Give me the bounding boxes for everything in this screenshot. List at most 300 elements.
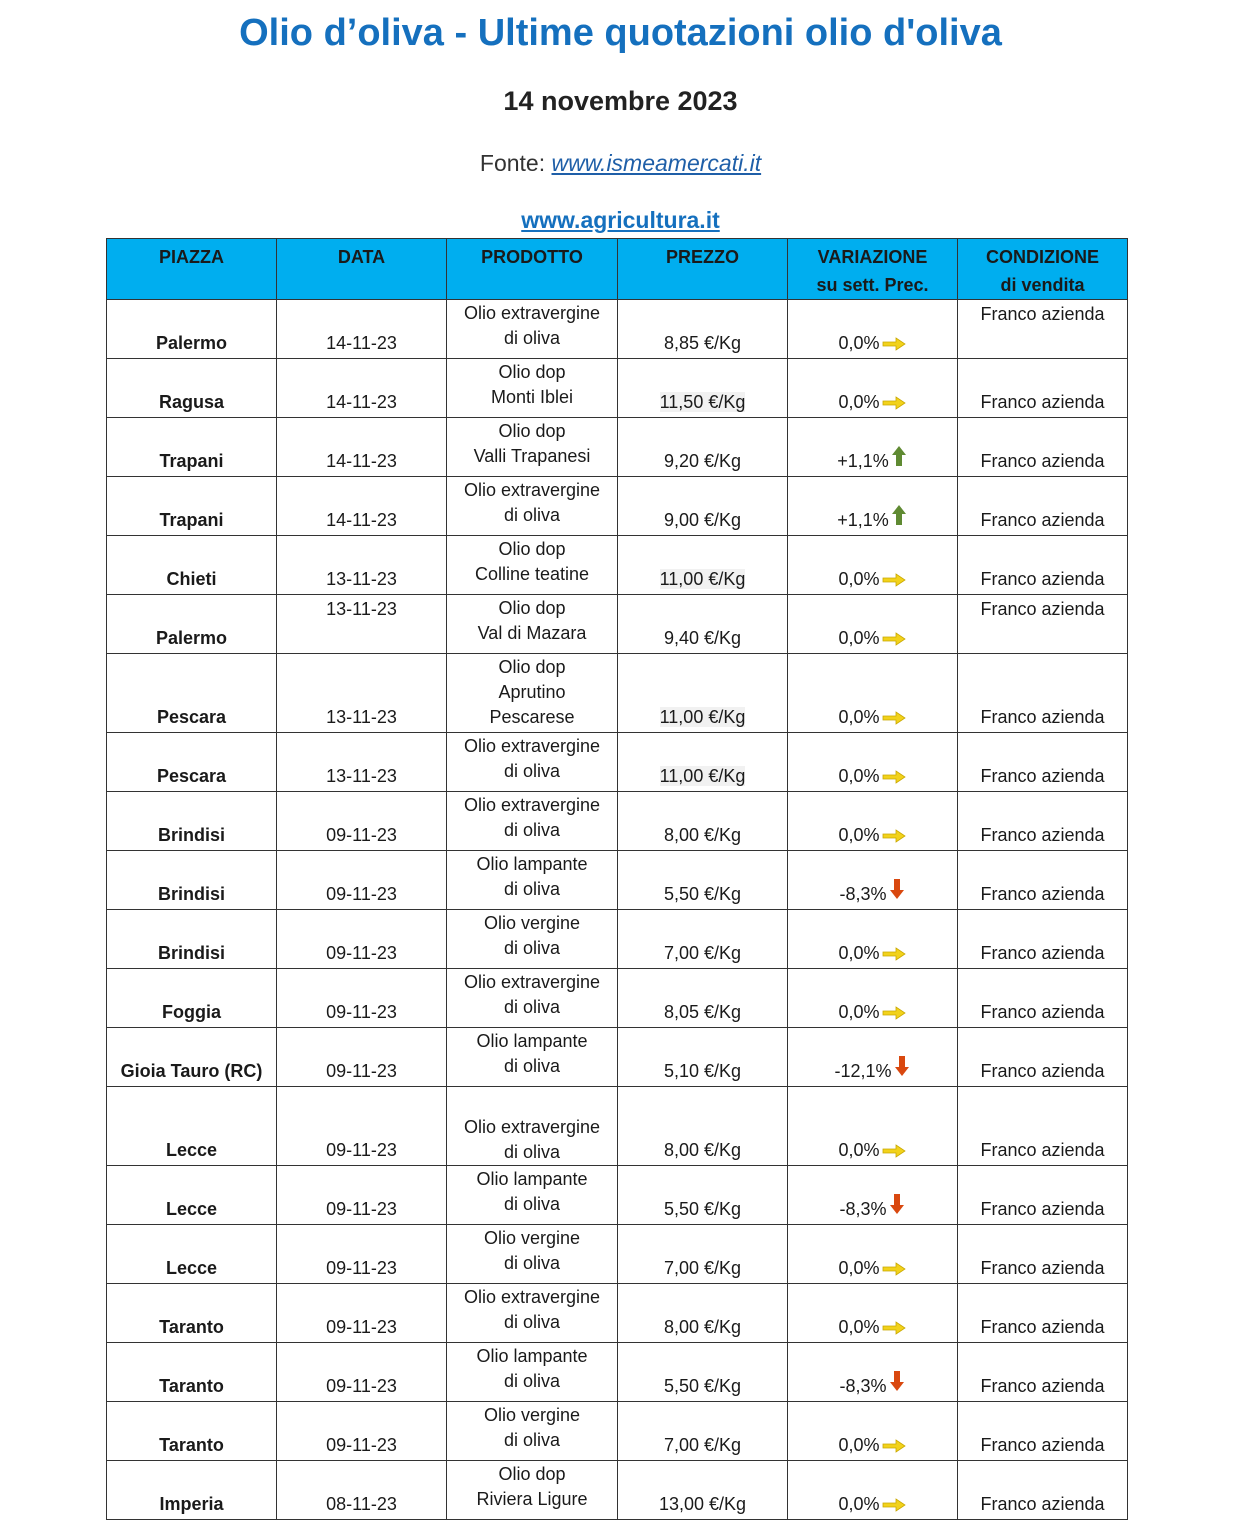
condizione-text: Franco azienda bbox=[980, 599, 1105, 619]
prodotto-line1: Olio extravergine bbox=[463, 795, 601, 815]
cell-piazza bbox=[107, 536, 277, 595]
cell-piazza bbox=[107, 1166, 277, 1225]
condizione-text: Franco azienda bbox=[980, 943, 1105, 963]
cell-prezzo bbox=[618, 1166, 788, 1225]
cell-piazza bbox=[107, 733, 277, 792]
cell-prodotto bbox=[447, 1343, 618, 1402]
table-row bbox=[107, 359, 1128, 418]
variazione-text: -8,3% bbox=[839, 1199, 887, 1219]
cell-prodotto bbox=[447, 595, 618, 654]
cell-data bbox=[277, 1166, 447, 1225]
prodotto-line2: di oliva bbox=[503, 997, 561, 1017]
piazza-text: Lecce bbox=[165, 1258, 218, 1278]
cell-piazza bbox=[107, 910, 277, 969]
prodotto-line1: Olio extravergine bbox=[463, 480, 601, 500]
prodotto-line1: Olio lampante bbox=[476, 1346, 588, 1366]
cell-piazza bbox=[107, 300, 277, 359]
cell-data bbox=[277, 1284, 447, 1343]
prodotto-line2: di oliva bbox=[503, 1142, 561, 1162]
report-date: 14 novembre 2023 bbox=[503, 86, 738, 116]
prezzo-text: 7,00 €/Kg bbox=[663, 1258, 742, 1278]
arrow-right-icon bbox=[881, 395, 907, 411]
cell-condizione bbox=[958, 1343, 1128, 1402]
data-text: 08-11-23 bbox=[326, 1494, 397, 1514]
variazione-text: 0,0% bbox=[838, 1002, 880, 1022]
table-row bbox=[107, 1028, 1128, 1087]
cell-prodotto bbox=[447, 1166, 618, 1225]
prodotto-line2: di oliva bbox=[503, 1312, 561, 1332]
data-text: 13-11-23 bbox=[326, 766, 397, 786]
prodotto-line2: di oliva bbox=[503, 1430, 561, 1450]
prodotto-line1: Olio vergine bbox=[483, 1228, 581, 1248]
header-prezzo: PREZZO bbox=[618, 239, 788, 300]
prodotto-line1: Olio dop bbox=[498, 657, 566, 677]
cell-condizione bbox=[958, 1166, 1128, 1225]
cell-prezzo bbox=[618, 969, 788, 1028]
prezzo-text: 8,00 €/Kg bbox=[663, 825, 742, 845]
piazza-text: Trapani bbox=[159, 510, 224, 530]
condizione-text: Franco azienda bbox=[980, 1258, 1105, 1278]
data-text: 09-11-23 bbox=[326, 1140, 397, 1160]
cell-prodotto bbox=[447, 1461, 618, 1520]
cell-piazza bbox=[107, 851, 277, 910]
table-row bbox=[107, 1284, 1128, 1343]
data-text: 09-11-23 bbox=[326, 1258, 397, 1278]
condizione-text: Franco azienda bbox=[980, 510, 1105, 530]
variazione-text: 0,0% bbox=[838, 1258, 880, 1278]
prodotto-line2: di oliva bbox=[503, 820, 561, 840]
arrow-right-icon bbox=[881, 1320, 907, 1336]
cell-piazza bbox=[107, 1225, 277, 1284]
cell-condizione bbox=[958, 359, 1128, 418]
header-condizione bbox=[958, 239, 1128, 300]
cell-variazione bbox=[788, 359, 958, 418]
prodotto-line1: Olio extravergine bbox=[463, 303, 601, 323]
header-piazza: PIAZZA bbox=[107, 239, 277, 300]
cell-condizione bbox=[958, 851, 1128, 910]
data-text: 13-11-23 bbox=[326, 569, 397, 589]
prezzo-text: 5,10 €/Kg bbox=[663, 1061, 742, 1081]
cell-prodotto bbox=[447, 1028, 618, 1087]
arrow-right-icon bbox=[881, 946, 907, 962]
variazione-text: 0,0% bbox=[838, 766, 880, 786]
cell-piazza bbox=[107, 1343, 277, 1402]
condizione-text: Franco azienda bbox=[980, 392, 1105, 412]
table-row bbox=[107, 595, 1128, 654]
cell-condizione bbox=[958, 477, 1128, 536]
condizione-text: Franco azienda bbox=[980, 825, 1105, 845]
arrow-right-icon bbox=[881, 336, 907, 352]
prodotto-line2: Riviera Ligure bbox=[476, 1489, 588, 1509]
variazione-text: 0,0% bbox=[838, 628, 880, 648]
cell-data bbox=[277, 851, 447, 910]
piazza-text: Palermo bbox=[155, 333, 228, 353]
piazza-text: Brindisi bbox=[157, 884, 225, 904]
prodotto-line1: Olio dop bbox=[498, 421, 566, 441]
cell-prezzo bbox=[618, 536, 788, 595]
prodotto-line2: Valli Trapanesi bbox=[473, 446, 591, 466]
prodotto-line1: Olio extravergine bbox=[463, 736, 601, 756]
variazione-text: 0,0% bbox=[838, 333, 880, 353]
cell-prodotto bbox=[447, 910, 618, 969]
prezzo-text: 11,00 €/Kg bbox=[659, 707, 746, 727]
piazza-text: Chieti bbox=[166, 569, 217, 589]
cell-prodotto bbox=[447, 477, 618, 536]
prezzo-text: 11,00 €/Kg bbox=[659, 569, 746, 589]
cell-piazza bbox=[107, 1028, 277, 1087]
cell-variazione bbox=[788, 536, 958, 595]
condizione-text: Franco azienda bbox=[980, 884, 1105, 904]
cell-prezzo bbox=[618, 1225, 788, 1284]
data-text: 09-11-23 bbox=[326, 1435, 397, 1455]
variazione-text: +1,1% bbox=[837, 451, 889, 471]
arrow-up-icon bbox=[890, 445, 908, 467]
arrow-right-icon bbox=[881, 572, 907, 588]
piazza-text: Gioia Tauro (RC) bbox=[120, 1061, 263, 1081]
cell-prodotto bbox=[447, 654, 618, 733]
table-row bbox=[107, 477, 1128, 536]
arrow-right-icon bbox=[881, 1497, 907, 1513]
cell-prezzo bbox=[618, 910, 788, 969]
piazza-text: Taranto bbox=[159, 1317, 224, 1337]
table-row bbox=[107, 733, 1128, 792]
variazione-text: 0,0% bbox=[838, 1140, 880, 1160]
condizione-text: Franco azienda bbox=[980, 707, 1105, 727]
table-row bbox=[107, 851, 1128, 910]
cell-prodotto bbox=[447, 536, 618, 595]
piazza-text: Ragusa bbox=[158, 392, 225, 412]
cell-variazione bbox=[788, 654, 958, 733]
condizione-text: Franco azienda bbox=[980, 1317, 1105, 1337]
condizione-text: Franco azienda bbox=[980, 569, 1105, 589]
prodotto-line1: Olio vergine bbox=[483, 1405, 581, 1425]
arrow-right-icon bbox=[881, 1261, 907, 1277]
table-row bbox=[107, 1225, 1128, 1284]
page-title: Olio d’oliva - Ultime quotazioni olio d'oliva bbox=[239, 12, 1002, 54]
arrow-right-icon bbox=[881, 710, 907, 726]
variazione-text: -8,3% bbox=[839, 1376, 887, 1396]
cell-condizione bbox=[958, 1402, 1128, 1461]
header-variazione-line2: su sett. Prec. bbox=[816, 275, 929, 295]
piazza-text: Pescara bbox=[156, 707, 227, 727]
prodotto-line1: Olio lampante bbox=[476, 854, 588, 874]
cell-data bbox=[277, 1028, 447, 1087]
cell-data bbox=[277, 654, 447, 733]
prodotto-line1: Olio lampante bbox=[476, 1031, 588, 1051]
table-row bbox=[107, 536, 1128, 595]
cell-prezzo bbox=[618, 654, 788, 733]
cell-condizione bbox=[958, 300, 1128, 359]
condizione-text: Franco azienda bbox=[980, 1140, 1105, 1160]
cell-prezzo bbox=[618, 477, 788, 536]
source-link[interactable]: www.ismeamercati.it bbox=[551, 150, 762, 176]
arrow-down-icon bbox=[893, 1055, 911, 1077]
prodotto-line2: di oliva bbox=[503, 761, 561, 781]
table-row bbox=[107, 300, 1128, 359]
prodotto-line1: Olio extravergine bbox=[463, 1117, 601, 1137]
prezzo-text: 7,00 €/Kg bbox=[663, 943, 742, 963]
cell-piazza bbox=[107, 1461, 277, 1520]
piazza-text: Imperia bbox=[159, 1494, 224, 1514]
cell-data bbox=[277, 969, 447, 1028]
prezzo-text: 5,50 €/Kg bbox=[663, 1376, 742, 1396]
header-condizione-line1: CONDIZIONE bbox=[985, 247, 1099, 267]
table-row bbox=[107, 910, 1128, 969]
cell-data bbox=[277, 1402, 447, 1461]
cell-prezzo bbox=[618, 851, 788, 910]
cell-piazza bbox=[107, 418, 277, 477]
condizione-text: Franco azienda bbox=[980, 1002, 1105, 1022]
prezzo-text: 9,20 €/Kg bbox=[663, 451, 742, 471]
cell-prodotto bbox=[447, 969, 618, 1028]
cell-prezzo bbox=[618, 595, 788, 654]
data-text: 09-11-23 bbox=[326, 884, 397, 904]
piazza-text: Pescara bbox=[156, 766, 227, 786]
table-row bbox=[107, 792, 1128, 851]
prodotto-line1: Olio dop bbox=[498, 362, 566, 382]
cell-variazione bbox=[788, 969, 958, 1028]
prodotto-line2: Val di Mazara bbox=[477, 623, 587, 643]
prodotto-line3: Pescarese bbox=[489, 707, 575, 727]
cell-variazione bbox=[788, 851, 958, 910]
variazione-text: +1,1% bbox=[837, 510, 889, 530]
cell-condizione bbox=[958, 1087, 1128, 1166]
cell-condizione bbox=[958, 733, 1128, 792]
prodotto-line1: Olio vergine bbox=[483, 913, 581, 933]
cell-condizione bbox=[958, 1284, 1128, 1343]
cell-prezzo bbox=[618, 733, 788, 792]
cell-condizione bbox=[958, 969, 1128, 1028]
cell-variazione bbox=[788, 1087, 958, 1166]
condizione-text: Franco azienda bbox=[980, 451, 1105, 471]
prodotto-line2: di oliva bbox=[503, 1194, 561, 1214]
cell-piazza bbox=[107, 359, 277, 418]
table-row bbox=[107, 1461, 1128, 1520]
cell-condizione bbox=[958, 1028, 1128, 1087]
cell-data bbox=[277, 1225, 447, 1284]
prezzo-text: 5,50 €/Kg bbox=[663, 1199, 742, 1219]
cell-prezzo bbox=[618, 300, 788, 359]
cell-variazione bbox=[788, 1284, 958, 1343]
table-row bbox=[107, 1166, 1128, 1225]
piazza-text: Lecce bbox=[165, 1199, 218, 1219]
prodotto-line1: Olio dop bbox=[498, 539, 566, 559]
cell-condizione bbox=[958, 418, 1128, 477]
cell-data bbox=[277, 1343, 447, 1402]
prezzo-text: 11,00 €/Kg bbox=[659, 766, 746, 786]
data-text: 14-11-23 bbox=[326, 333, 397, 353]
prodotto-line2: di oliva bbox=[503, 1056, 561, 1076]
cell-variazione bbox=[788, 733, 958, 792]
arrow-right-icon bbox=[881, 1005, 907, 1021]
prezzo-text: 11,50 €/Kg bbox=[659, 392, 746, 412]
cell-prezzo bbox=[618, 792, 788, 851]
cell-prodotto bbox=[447, 1225, 618, 1284]
cell-condizione bbox=[958, 910, 1128, 969]
prodotto-line2: di oliva bbox=[503, 1371, 561, 1391]
cell-condizione bbox=[958, 1461, 1128, 1520]
piazza-text: Brindisi bbox=[157, 825, 225, 845]
cell-prezzo bbox=[618, 1461, 788, 1520]
table-row bbox=[107, 1343, 1128, 1402]
cell-piazza bbox=[107, 1402, 277, 1461]
source-label: Fonte: bbox=[479, 150, 552, 176]
site-link[interactable]: www.agricultura.it bbox=[521, 207, 720, 233]
prezzo-text: 9,00 €/Kg bbox=[663, 510, 742, 530]
cell-variazione bbox=[788, 300, 958, 359]
cell-data bbox=[277, 792, 447, 851]
prodotto-line2: di oliva bbox=[503, 1253, 561, 1273]
variazione-text: 0,0% bbox=[838, 943, 880, 963]
arrow-right-icon bbox=[881, 828, 907, 844]
cell-prodotto bbox=[447, 359, 618, 418]
cell-data bbox=[277, 359, 447, 418]
prezzo-text: 8,85 €/Kg bbox=[663, 333, 742, 353]
condizione-text: Franco azienda bbox=[980, 1494, 1105, 1514]
cell-variazione bbox=[788, 1225, 958, 1284]
cell-piazza bbox=[107, 595, 277, 654]
arrow-right-icon bbox=[881, 1143, 907, 1159]
header-variazione-line1: VARIAZIONE bbox=[817, 247, 928, 267]
cell-prezzo bbox=[618, 359, 788, 418]
condizione-text: Franco azienda bbox=[980, 1376, 1105, 1396]
cell-data bbox=[277, 910, 447, 969]
cell-variazione bbox=[788, 418, 958, 477]
cell-data bbox=[277, 536, 447, 595]
prodotto-line1: Olio dop bbox=[498, 1464, 566, 1484]
piazza-text: Foggia bbox=[162, 1002, 221, 1022]
prezzo-text: 13,00 €/Kg bbox=[658, 1494, 747, 1514]
prodotto-line2: Monti Iblei bbox=[490, 387, 574, 407]
table-row bbox=[107, 654, 1128, 733]
arrow-right-icon bbox=[881, 769, 907, 785]
condizione-text: Franco azienda bbox=[980, 766, 1105, 786]
cell-piazza bbox=[107, 1284, 277, 1343]
cell-data bbox=[277, 418, 447, 477]
arrow-down-icon bbox=[888, 1193, 906, 1215]
cell-variazione bbox=[788, 1402, 958, 1461]
cell-prezzo bbox=[618, 1028, 788, 1087]
price-table bbox=[106, 238, 1128, 1520]
cell-piazza bbox=[107, 477, 277, 536]
cell-data bbox=[277, 595, 447, 654]
prezzo-text: 8,05 €/Kg bbox=[663, 1002, 742, 1022]
condizione-text: Franco azienda bbox=[980, 1061, 1105, 1081]
prodotto-line2: Colline teatine bbox=[474, 564, 590, 584]
prodotto-line2: Aprutino bbox=[498, 682, 566, 702]
cell-prezzo bbox=[618, 1402, 788, 1461]
prezzo-text: 8,00 €/Kg bbox=[663, 1317, 742, 1337]
cell-prodotto bbox=[447, 418, 618, 477]
cell-prodotto bbox=[447, 851, 618, 910]
data-text: 09-11-23 bbox=[326, 1199, 397, 1219]
data-text: 14-11-23 bbox=[326, 510, 397, 530]
prezzo-text: 9,40 €/Kg bbox=[663, 628, 742, 648]
piazza-text: Taranto bbox=[159, 1376, 224, 1396]
data-text: 09-11-23 bbox=[326, 825, 397, 845]
table-row bbox=[107, 1087, 1128, 1166]
arrow-up-icon bbox=[890, 504, 908, 526]
data-text: 13-11-23 bbox=[326, 599, 397, 619]
variazione-text: 0,0% bbox=[838, 825, 880, 845]
cell-prezzo bbox=[618, 1343, 788, 1402]
condizione-text: Franco azienda bbox=[980, 1435, 1105, 1455]
piazza-text: Taranto bbox=[159, 1435, 224, 1455]
data-text: 09-11-23 bbox=[326, 1317, 397, 1337]
prodotto-line2: di oliva bbox=[503, 879, 561, 899]
condizione-text: Franco azienda bbox=[980, 1199, 1105, 1219]
variazione-text: 0,0% bbox=[838, 392, 880, 412]
cell-piazza bbox=[107, 969, 277, 1028]
cell-data bbox=[277, 300, 447, 359]
variazione-text: -8,3% bbox=[839, 884, 887, 904]
piazza-text: Palermo bbox=[155, 628, 228, 648]
condizione-text: Franco azienda bbox=[980, 304, 1105, 324]
cell-piazza bbox=[107, 654, 277, 733]
prodotto-line2: di oliva bbox=[503, 938, 561, 958]
data-text: 14-11-23 bbox=[326, 392, 397, 412]
cell-prezzo bbox=[618, 418, 788, 477]
prodotto-line2: di oliva bbox=[503, 328, 561, 348]
variazione-text: 0,0% bbox=[838, 1317, 880, 1337]
piazza-text: Lecce bbox=[165, 1140, 218, 1160]
cell-condizione bbox=[958, 595, 1128, 654]
data-text: 09-11-23 bbox=[326, 1376, 397, 1396]
data-text: 14-11-23 bbox=[326, 451, 397, 471]
cell-variazione bbox=[788, 792, 958, 851]
table-header-row bbox=[107, 239, 1128, 300]
arrow-down-icon bbox=[888, 1370, 906, 1392]
source-line bbox=[0, 150, 1241, 177]
cell-prodotto bbox=[447, 733, 618, 792]
cell-data bbox=[277, 477, 447, 536]
data-text: 09-11-23 bbox=[326, 943, 397, 963]
cell-piazza bbox=[107, 792, 277, 851]
cell-prodotto bbox=[447, 1402, 618, 1461]
cell-data bbox=[277, 733, 447, 792]
header-condizione-line2: di vendita bbox=[1000, 275, 1085, 295]
prezzo-text: 8,00 €/Kg bbox=[663, 1140, 742, 1160]
cell-variazione bbox=[788, 910, 958, 969]
prezzo-text: 5,50 €/Kg bbox=[663, 884, 742, 904]
cell-piazza bbox=[107, 1087, 277, 1166]
cell-variazione bbox=[788, 477, 958, 536]
data-text: 09-11-23 bbox=[326, 1002, 397, 1022]
cell-prodotto bbox=[447, 792, 618, 851]
cell-condizione bbox=[958, 792, 1128, 851]
cell-prezzo bbox=[618, 1087, 788, 1166]
cell-prodotto bbox=[447, 1284, 618, 1343]
prezzo-text: 7,00 €/Kg bbox=[663, 1435, 742, 1455]
arrow-down-icon bbox=[888, 878, 906, 900]
cell-variazione bbox=[788, 1028, 958, 1087]
cell-variazione bbox=[788, 1461, 958, 1520]
data-text: 09-11-23 bbox=[326, 1061, 397, 1081]
cell-variazione bbox=[788, 1343, 958, 1402]
cell-data bbox=[277, 1087, 447, 1166]
variazione-text: -12,1% bbox=[834, 1061, 892, 1081]
prodotto-line1: Olio extravergine bbox=[463, 1287, 601, 1307]
table-row bbox=[107, 418, 1128, 477]
variazione-text: 0,0% bbox=[838, 569, 880, 589]
arrow-right-icon bbox=[881, 631, 907, 647]
cell-variazione bbox=[788, 595, 958, 654]
variazione-text: 0,0% bbox=[838, 707, 880, 727]
table-row bbox=[107, 969, 1128, 1028]
prodotto-line1: Olio extravergine bbox=[463, 972, 601, 992]
prodotto-line2: di oliva bbox=[503, 505, 561, 525]
data-text: 13-11-23 bbox=[326, 707, 397, 727]
